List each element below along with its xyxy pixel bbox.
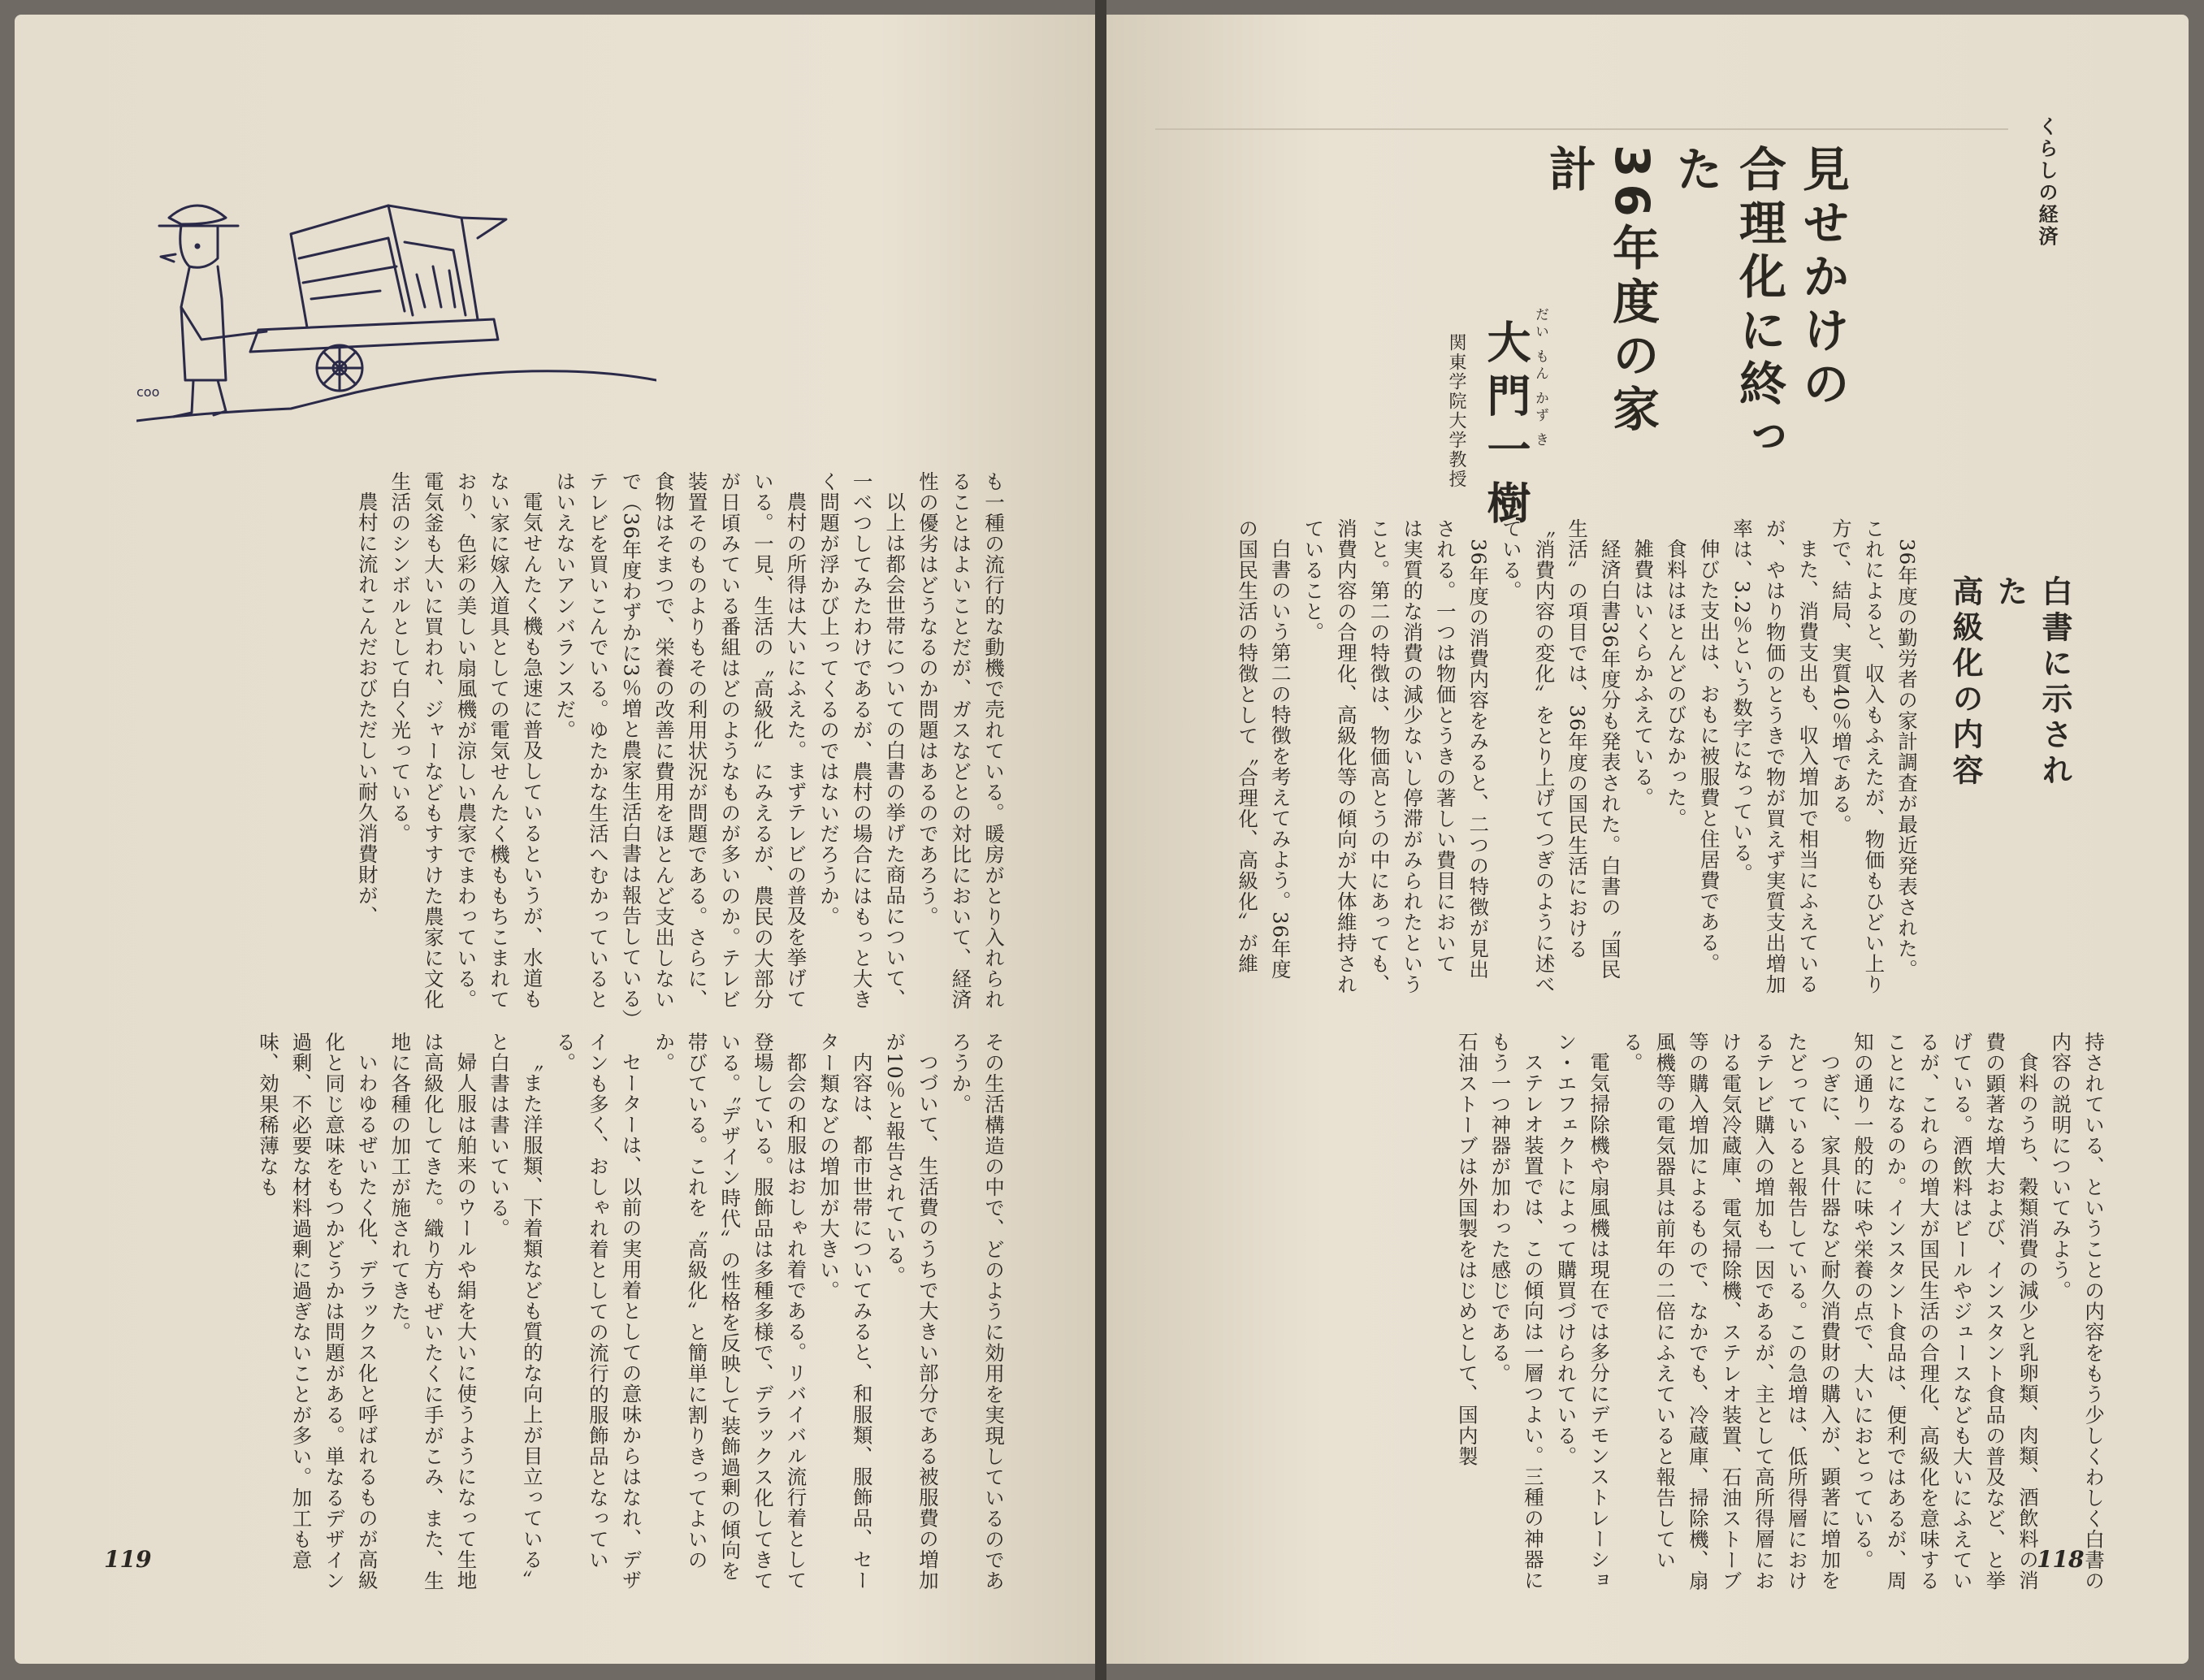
man-pushing-cart-illustration [136,177,656,445]
paragraph: これによると、収入もふえたが、物価もひどい上り方で、結局、実質40％増である。 [1829,518,1886,995]
paragraph: 経済白書36年度分も発表された。白書の〝国民生活〟の項目では、36年度の国民生活における〝消費内容の変化〟をとり上げてつぎのように述べている。 [1499,518,1622,995]
right-page [1106,15,2189,1664]
paragraph: 持されている、ということの内容をもう少しくわしく白書の内容の説明についてみよう。 [2049,1032,2106,1591]
paragraph: 〝また洋服類、下着類なども質的な向上が目立っている〟と白書は書いている。 [487,1032,544,1591]
book-spine [1095,0,1106,1680]
left-page [15,15,1095,1664]
paragraph: その生活構造の中で、どのように効用を実現しているのであろうか。 [949,1032,1006,1591]
page-number-left: 119 [104,1546,152,1573]
left-bottom-text [100,1032,1010,1592]
paragraph: 白書のいう第二の特徴を考えてみよう。36年度の国民生活の特徴として〝合理化、高級化〟が維 [1236,518,1293,980]
paragraph: 都会の和服はおしゃれ着である。リバイバル流行着として登場している。服飾品は多種多様で、デラックス化してきている。〝デザイン時代〟の性格を反映して装飾過剰の傾向を帯びている。これを〝高級化〟と簡単に割りきってよいのか。 [652,1032,808,1591]
title-line: 合理化に終った [1668,145,1786,466]
paragraph: 内容は、都市世帯についてみると、和服類、服飾品、セーター類などの増加が大きい。 [817,1032,874,1591]
paragraph: ステレオ装置では、この傾向は一層つよい。三種の神器にもう一つ神器が加わった感じである。 [1488,1032,1545,1591]
paragraph: 以上は都会世帯についての白書の挙げた商品について、一べつしてみたわけであるが、農村の場合にはもっと大きく問題が浮かび上ってくるのではないだろうか。 [817,471,907,1010]
paragraph: 食料はほとんどのびなかった。 [1664,538,1688,829]
paragraph: つづいて、生活費のうちで大きい部分である被服費の増加が10％と報告されている。 [883,1032,940,1591]
paragraph: 36年度の勤労者の家計調査が最近発表された。 [1895,538,1919,980]
page-number-right: 118 [2037,1546,2085,1573]
paragraph: 農村に流れこんだおびただしい耐久消費財が、 [355,491,379,926]
paragraph: 婦人服は舶来のウールや絹を大いに使うようになって生地は高級化してきた。織り方もぜいたくに手がこみ、また、生地に各種の加工が施されてきた。 [388,1032,478,1591]
article-title [1537,145,1854,486]
section-heading [1943,575,2077,819]
paragraph: 農村の所得は大いにふえた。まずテレビの普及を挙げている。一見、生活の〝高級化〟にみえるが、農民の大部分が日頃みている番組はどのようなものが多いのか。テレビ装置そのものよりもその利用状況が問題である。さらに、食物はそまつで、栄養の改善に費用をほとんど支出しないで（36年度わずかに3％増と農家生活白書は報告している）テレビを買いこんでいる。ゆたかな生活へむかっているとはいえないアンバランスだ。 [553,471,808,1020]
paragraph: 伸びた支出は、おもに被服費と住居費である。 [1697,538,1721,973]
paragraph: 電気掃除機や扇風機は現在では多分にデモンストレーション・エフェクトによって購買づけられている。 [1554,1032,1612,1591]
illustrator-signature: coo [136,384,160,400]
right-bottom-text [1184,1032,2110,1592]
paragraph: いわゆるぜいたく化、デラックス化と呼ばれるものが高級化と同じ意味をもつかどうかは問題がある。単なるデザイン過剰、不必要な材料過剰に過ぎないことが多い。加工も意味、効果稀薄なも [256,1032,379,1591]
heading-line: 高級化の内容 [1947,575,1983,790]
paragraph: 食料のうち、穀類消費の減少と乳卵類、肉類、酒飲料の消費の顕著な増大および、インスタント食品の普及など、と挙げている。酒飲料はビールやジュースなども大いにふえているが、これらの増大が国民生活の合理化、高級化を意味することになるのか。インスタント食品は、便利ではあるが、周知の通り一般的に味や栄養の点で、大いにおとっている。 [1851,1032,2040,1591]
paragraph: も一種の流行的な動機で売れている。暖房がとり入れられることはよいことだが、ガスなどとの対比において、経済性の優劣はどうなるのか問題はあるのであろう。 [916,471,1006,1010]
header-rule [1155,128,2008,130]
author-ruby: だい もん かず き [1532,307,1548,450]
author-name: 大門一樹 [1480,319,1531,534]
paragraph: 雑費はいくらかふえている。 [1631,538,1656,808]
title-line: 見せかけの [1795,145,1850,413]
paragraph: 石油ストーブは外国製をはじめとして、国内製 [1455,1032,1479,1467]
paragraph: また、消費支出も、収入増加で相当にふえているが、やはり物価のとうきで物が買えず実質支出増加率は、3.2％という数字になっている。 [1730,518,1821,995]
author-affiliation: 関東学院大学教授 [1446,333,1466,489]
left-top-text [100,471,1010,1028]
paragraph: つぎに、家具什器など耐久消費財の購入が、顕著に増加をたどっていると報告している。この急増は、低所得層におけるテレビ購入の増加も一因であるが、主として高所得層における電気冷蔵庫、電気掃除機、ステレオ装置、石油ストーブ等の購入増加によるもので、なかでも、冷蔵庫、掃除機、扇風機等の電気器具は前年の二倍にふえていると報告している。 [1620,1032,1842,1591]
paragraph: 電気せんたく機も急速に普及しているというが、水道もない家に嫁入道具としての電気せんたく機ももちこまれており、色彩の美しい扇風機が涼しい農家でまわっている。電気釜も大いに買われ、ジャーなどもすすけた農家に文化生活のシンボルとして白く光っている。 [388,471,544,1010]
right-top-text [1184,518,1923,998]
heading-line: 白書に示された [1992,575,2072,790]
section-label: くらしの経済 [2035,116,2058,248]
title-line: 36年度の家計 [1541,145,1660,438]
paragraph: セーターは、以前の実用着としての意味からはなれ、デザインも多く、おしゃれ着としての流行的服飾品となっている。 [553,1032,643,1591]
paragraph: 36年度の消費内容をみると、二つの特徴が見出される。一つは物価とうきの著しい費目において は実質的な消費の減少ないし停滞がみられたということ。第二の特徴は、物価高とうの中にあっても、消費内容の合理化、高級化等の傾向が大体維持されていること。 [1301,518,1491,995]
